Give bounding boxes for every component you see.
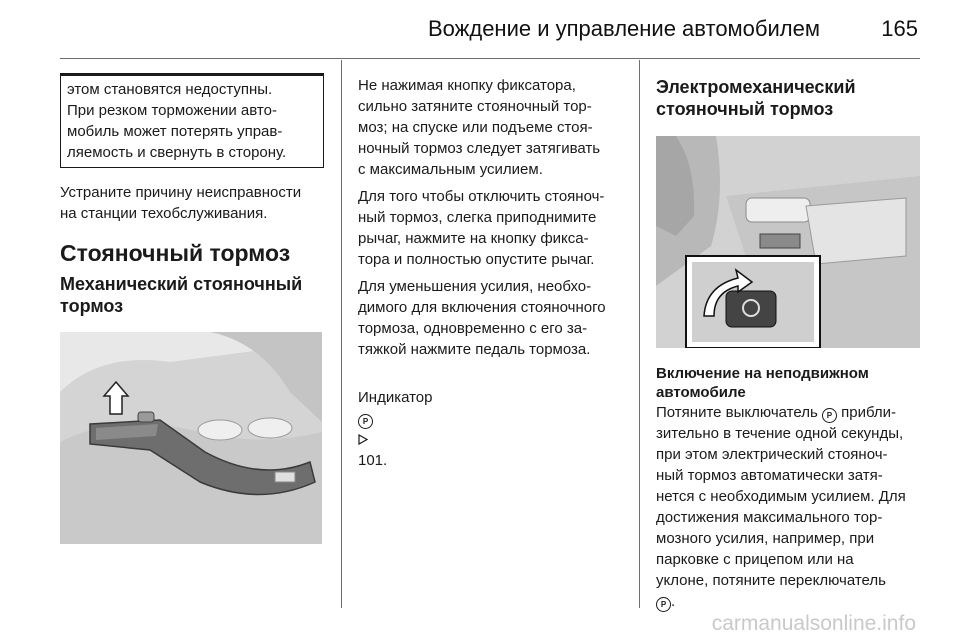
indicator-reference (358, 366, 626, 471)
subheading-mechanical-brake: Механический стояночный тормоз (60, 274, 303, 316)
subheading-electromechanical-brake: Электромеханический стояночный тормоз (656, 77, 856, 119)
indicator-page-ref[interactable]: 101. (358, 452, 388, 469)
page-number: 165 (881, 16, 918, 41)
column-middle (358, 60, 626, 471)
indicator-label: Индикатор (358, 389, 433, 406)
column-divider-right (639, 60, 640, 608)
page-reference-icon (358, 434, 368, 445)
electric-parking-brake-image (656, 136, 920, 348)
paragraph-apply-brake: Не нажимая кнопку фиксатора, сильно затяните стояночный тор- моз; на спуске или подъеме стоя- ночный тормоз следует затягивать с максимальным усилием. (358, 77, 601, 178)
apply-text-end: . (671, 593, 676, 610)
column-right (656, 60, 926, 612)
parking-brake-indicator-icon: P (358, 414, 373, 429)
apply-text-part2: прибли- зительно в течение одной секунды, при этом электрический стояноч- ный тормоз автоматически затя- нется с необходимым усилием. Для достижения максимального тор- мозного усилия, например, при парковке с прицепом или на уклоне, потяните переключатель (656, 404, 906, 589)
watermark: carmanualsonline.info (711, 612, 916, 635)
apply-text-part1: Потяните выключатель (656, 404, 818, 421)
repair-paragraph: Устраните причину неисправности на станции техобслуживания. (60, 184, 302, 222)
parking-brake-switch-icon-2: P (656, 597, 671, 612)
subheading-apply-stationary: Включение на неподвижном автомобиле (656, 365, 869, 401)
section-heading-parking-brake: Стояночный тормоз (60, 240, 291, 266)
paragraph-reduce-effort: Для уменьшения усилия, необхо- димого для включения стояночного тормоза, одновременно с его за- тяжкой нажмите педаль тормоза. (358, 278, 606, 358)
page-header (60, 0, 920, 59)
warning-note-continued: этом становятся недоступны. При резком торможении авто- мобиль может потерять управ- ляемость и свернуть в сторону. (60, 73, 324, 168)
paragraph-release-brake: Для того чтобы отключить стояноч- ный тормоз, слегка приподнимите рычаг, нажмите на кнопку фикса- тора и полностью опустите рычаг. (358, 188, 605, 268)
paragraph-apply-electric (656, 402, 926, 612)
column-divider-left (341, 60, 342, 608)
header-title: Вождение и управление автомобилем (427, 16, 820, 41)
parking-brake-switch-icon: P (822, 408, 837, 423)
column-left (60, 60, 324, 544)
mechanical-handbrake-image (60, 332, 322, 544)
